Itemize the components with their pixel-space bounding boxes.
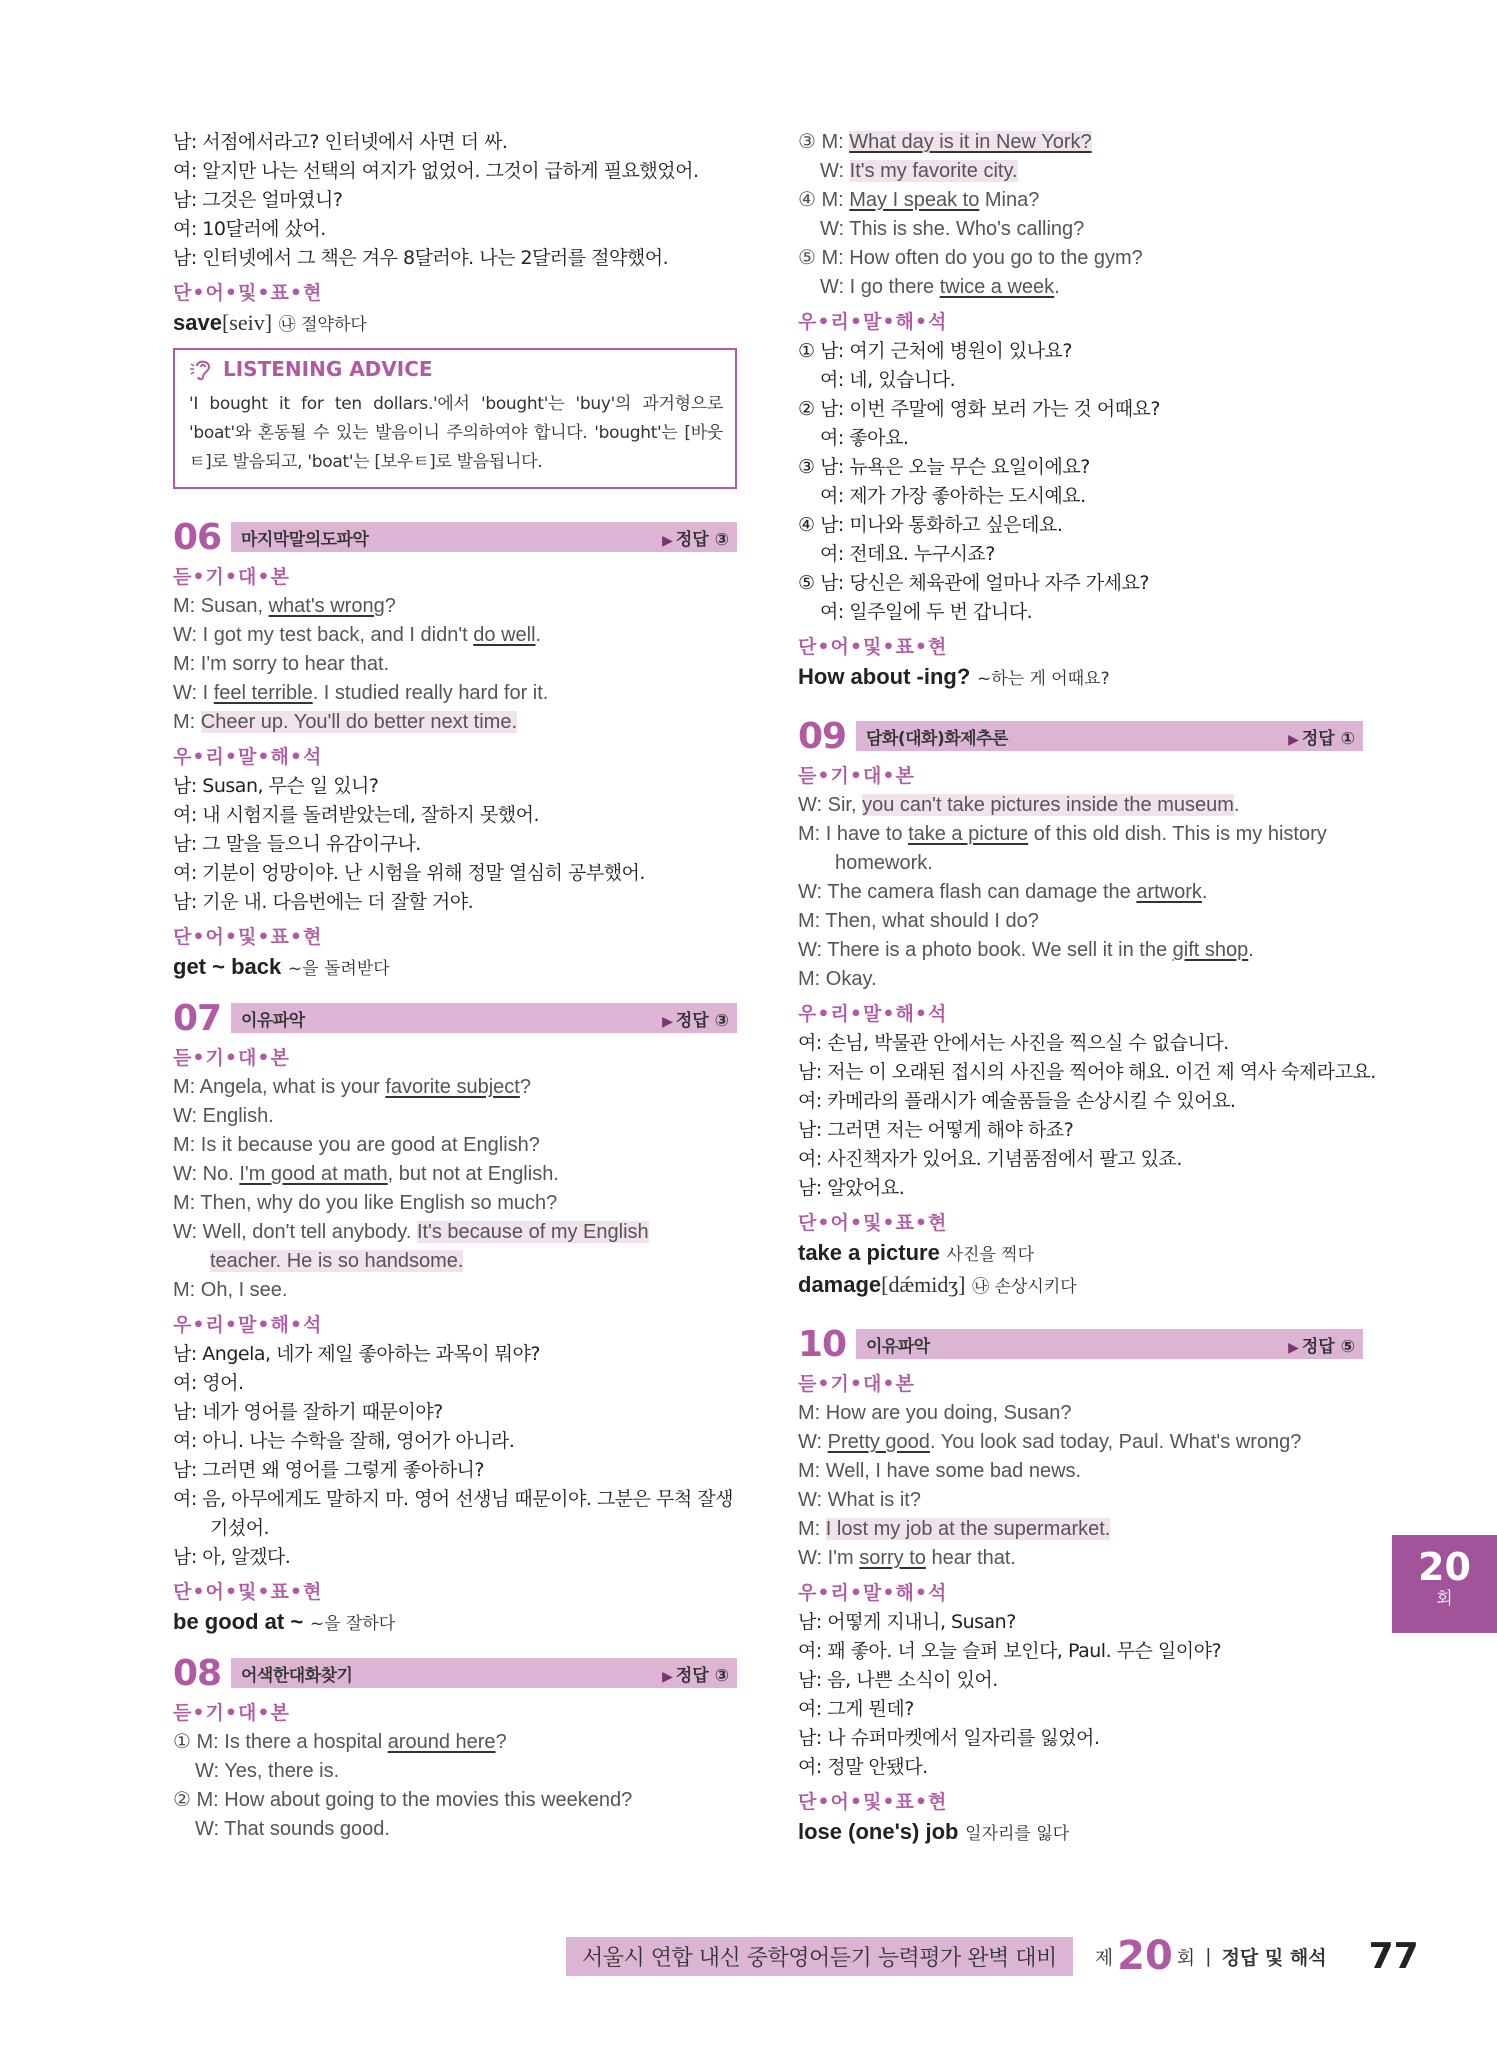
footer-hoe: 회 [1176, 1946, 1196, 1969]
highlighted-phrase: What day is it in New York? [849, 131, 1092, 153]
question-type: 어색한대화찾기 [241, 1665, 353, 1686]
script-text: M: [173, 711, 201, 733]
question-number: 09 [798, 715, 847, 757]
vocab-entry [798, 1270, 1363, 1302]
script-text: ③ M: [798, 131, 850, 153]
script-line [798, 1428, 1363, 1457]
triangle-icon: ▶ [1288, 731, 1299, 748]
script-label: 듣•기•대•본 [173, 566, 290, 588]
answer-text: 정답 ③ [675, 1665, 729, 1686]
script-line [173, 592, 737, 621]
trans-line: 여: 정말 안됐다. [798, 1756, 928, 1778]
answer-badge [662, 525, 729, 550]
script-line [798, 186, 1363, 215]
script-text: hear that. [925, 1547, 1016, 1569]
underlined-phrase: take a picture [908, 823, 1029, 845]
script-label: 듣•기•대•본 [798, 765, 915, 787]
trans-line: 남: Angela, 네가 제일 좋아하는 과목이 뭐야? [173, 1343, 540, 1365]
trans-line: 여: 알지만 나는 선택의 여지가 없었어. 그것이 급하게 필요했었어. [173, 160, 699, 182]
script-text: W: [798, 1431, 828, 1453]
trans-line: 여: 음, 아무에게도 말하지 마. 영어 선생님 때문이야. 그분은 무척 잘생 [173, 1488, 733, 1510]
script-text: ① M: Is there a hospital [173, 1731, 388, 1753]
question-number: 10 [798, 1323, 847, 1365]
triangle-icon: ▶ [662, 1013, 673, 1030]
trans-line: 여: 꽤 좋아. 너 오늘 슬퍼 보인다, Paul. 무슨 일이야? [798, 1640, 1222, 1662]
advice-title [189, 356, 723, 382]
script-line [173, 1728, 737, 1757]
script-text: ④ M: [798, 189, 850, 211]
question-header-09 [798, 716, 1363, 756]
question-header-08 [173, 1653, 737, 1693]
script-text: of this old dish. This is my history [1028, 823, 1327, 845]
script-text: M: Angela, what is your [173, 1076, 386, 1098]
footer-section: 정답 및 해석 [1221, 1946, 1327, 1969]
trans-line: 여: 영어. [173, 1372, 244, 1394]
vocab-meaning: ㉯ 손상시키다 [972, 1277, 1077, 1297]
script-text: . [1233, 794, 1240, 816]
answer-text: 정답 ③ [675, 529, 729, 550]
translation-label: 우•리•말•해•석 [798, 1003, 948, 1025]
trans-line: 여: 기분이 엉망이야. 난 시험을 위해 정말 열심히 공부했어. [173, 862, 645, 884]
script-text: W: I [173, 682, 214, 704]
trans-line: 남: 아, 알겠다. [173, 1546, 291, 1568]
trans-line: 남: 음, 나쁜 소식이 있어. [798, 1669, 998, 1691]
script-text: . [1201, 881, 1208, 903]
script-text: ? [495, 1731, 507, 1753]
script-text: Mina? [979, 189, 1040, 211]
script-line [798, 1544, 1363, 1573]
script-line: M: Is it because you are good at English? [173, 1134, 540, 1156]
left-column [173, 128, 737, 1844]
trans-line: 남: Susan, 무슨 일 있니? [173, 775, 379, 797]
script-line: M: Then, why do you like English so much? [173, 1192, 558, 1214]
script-line: ② M: How about going to the movies this weekend? [173, 1789, 633, 1811]
vocab-word: get ~ back [173, 954, 282, 979]
vocab-label: 단•어•및•표•현 [798, 1212, 948, 1234]
script-text: M: I have to [798, 823, 909, 845]
script-line [173, 621, 737, 650]
trans-line: 여: 사진책자가 있어요. 기념품점에서 팔고 있죠. [798, 1148, 1182, 1170]
trans-line: ③ 남: 뉴욕은 오늘 무슨 요일이에요? [798, 456, 1090, 478]
underlined-phrase: what's wrong [268, 595, 385, 617]
underlined-phrase: feel terrible [213, 682, 313, 704]
vocab-meaning: ~을 잘하다 [309, 1614, 396, 1634]
vocab-entry [173, 952, 737, 984]
question-header-07 [173, 998, 737, 1038]
highlighted-phrase: teacher. He is so handsome. [210, 1250, 464, 1272]
script-text: . I studied really hard for it. [312, 682, 549, 704]
script-line: ⑤ M: How often do you go to the gym? [798, 247, 1143, 269]
trans-line: 여: 그게 뭔데? [798, 1698, 914, 1720]
underlined-phrase: favorite subject [385, 1076, 520, 1098]
highlighted-phrase: It's because of my English [416, 1221, 649, 1243]
footer-separator: | [1205, 1945, 1212, 1967]
question-bar [856, 721, 1363, 751]
script-line [798, 878, 1363, 907]
underlined-phrase: around here [387, 1731, 496, 1753]
answer-badge [662, 1006, 729, 1031]
question-number: 08 [173, 1652, 222, 1694]
highlighted-phrase: you can't take pictures inside the museum [862, 794, 1234, 816]
trans-line: ⑤ 남: 당신은 체육관에 얼마나 자주 가세요? [798, 572, 1149, 594]
script-line: W: This is she. Who's calling? [820, 218, 1085, 240]
script-line: W: What is it? [798, 1489, 921, 1511]
question-bar [856, 1329, 1363, 1359]
highlighted-phrase: It's my favorite city. [849, 160, 1018, 182]
translation-label: 우•리•말•해•석 [173, 746, 323, 768]
vocab-meaning: 사진을 찍다 [946, 1245, 1035, 1265]
advice-title-text: LISTENING ADVICE [223, 357, 433, 381]
script-text: W: I go there [820, 276, 940, 298]
script-label: 듣•기•대•본 [173, 1702, 290, 1724]
trans-line: ④ 남: 미나와 통화하고 싶은데요. [798, 514, 1063, 536]
answer-badge [1288, 724, 1355, 749]
vocab-entry [173, 308, 737, 340]
script-line: homework. [835, 852, 933, 874]
trans-line: 남: 나 슈퍼마켓에서 일자리를 잃었어. [798, 1727, 1100, 1749]
answer-text: 정답 ③ [675, 1010, 729, 1031]
vocab-label: 단•어•및•표•현 [173, 282, 323, 304]
script-line [798, 128, 1363, 157]
script-line [173, 1160, 737, 1189]
trans-line: 남: 저는 이 오래된 접시의 사진을 찍어야 해요. 이건 제 역사 숙제라고요. [798, 1061, 1376, 1083]
underlined-phrase: do well [473, 624, 536, 646]
answer-text: 정답 ⑤ [1301, 1336, 1355, 1357]
right-column [798, 128, 1376, 1849]
script-line: M: Then, what should I do? [798, 910, 1039, 932]
script-line [798, 273, 1363, 302]
vocab-entry [173, 1607, 737, 1639]
script-text: W: There is a photo book. We sell it in the [798, 939, 1173, 961]
script-line [173, 679, 737, 708]
vocab-word: How about -ing? [798, 664, 971, 689]
question-number: 06 [173, 516, 222, 558]
question-type: 마지막말의도파악 [241, 529, 369, 550]
side-tab-number: 20 [1418, 1545, 1471, 1589]
question-type: 담화(대화)화제추론 [866, 728, 1008, 749]
script-text: W: The camera flash can damage the [798, 881, 1137, 903]
trans-line: 여: 제가 가장 좋아하는 도시예요. [820, 485, 1086, 507]
footer-test-number: 20 [1117, 1933, 1173, 1979]
triangle-icon: ▶ [1288, 1339, 1299, 1356]
question-type: 이유파악 [241, 1010, 305, 1031]
translation-label: 우•리•말•해•석 [173, 1314, 323, 1336]
triangle-icon: ▶ [662, 532, 673, 549]
vocab-entry [798, 1817, 1363, 1849]
footer-je: 제 [1094, 1946, 1114, 1969]
script-line [798, 157, 1363, 186]
script-line [798, 820, 1363, 849]
script-text: W: No. [173, 1163, 240, 1185]
page-number: 77 [1368, 1935, 1419, 1977]
script-line: M: I'm sorry to hear that. [173, 653, 390, 675]
script-text: W: Well, don't tell anybody. [173, 1221, 417, 1243]
chapter-side-tab [1392, 1535, 1497, 1633]
series-title: 서울시 연합 내신 중학영어듣기 능력평가 완벽 대비 [566, 1937, 1073, 1976]
script-text: M: Susan, [173, 595, 269, 617]
script-text: W: [820, 160, 850, 182]
script-line [173, 1073, 737, 1102]
trans-line: 여: 좋아요. [820, 427, 909, 449]
script-text: . You look sad today, Paul. What's wrong? [929, 1431, 1302, 1453]
trans-line: 여: 전데요. 누구시죠? [820, 543, 995, 565]
question-bar [231, 1003, 737, 1033]
side-tab-unit: 회 [1436, 1589, 1453, 1609]
script-text: W: Sir, [798, 794, 863, 816]
script-text: . [1054, 276, 1060, 298]
trans-line: 남: 알았어요. [798, 1177, 905, 1199]
script-line [173, 708, 737, 737]
vocab-phonetic: [seiv] [221, 310, 273, 335]
page-footer [566, 1930, 1419, 1982]
question-bar [231, 1658, 737, 1688]
vocab-meaning: ~을 돌려받다 [287, 959, 390, 979]
trans-line: 남: 기운 내. 다음번에는 더 잘할 거야. [173, 891, 474, 913]
trans-line: 남: 그러면 왜 영어를 그렇게 좋아하니? [173, 1459, 484, 1481]
script-text: ? [519, 1076, 531, 1098]
question-number: 07 [173, 997, 222, 1039]
trans-line: 남: 어떻게 지내니, Susan? [798, 1611, 1016, 1633]
underlined-phrase: I'm good at math [239, 1163, 388, 1185]
answer-badge [662, 1661, 729, 1686]
trans-line: 여: 10달러에 샀어. [173, 218, 326, 240]
trans-line: 남: 그러면 저는 어떻게 해야 하죠? [798, 1119, 1074, 1141]
trans-line: 남: 그것은 얼마였니? [173, 189, 343, 211]
vocab-label: 단•어•및•표•현 [173, 926, 323, 948]
underlined-phrase: May I speak to [849, 189, 980, 211]
script-text: ? [384, 595, 396, 617]
trans-line: 여: 일주일에 두 번 갑니다. [820, 601, 1033, 623]
script-line [798, 936, 1363, 965]
script-line: W: English. [173, 1105, 274, 1127]
underlined-phrase: sorry to [859, 1547, 926, 1569]
vocab-entry [798, 1238, 1363, 1270]
script-line [173, 1218, 737, 1247]
highlighted-phrase: Cheer up. You'll do better next time. [200, 711, 518, 733]
script-line: M: Oh, I see. [173, 1279, 288, 1301]
vocab-phonetic: [dǽmidʒ] [881, 1272, 966, 1297]
vocab-word: lose (one's) job [798, 1819, 959, 1844]
question-header-10 [798, 1324, 1363, 1364]
trans-line: 여: 아니. 나는 수학을 잘해, 영어가 아니라. [173, 1430, 515, 1452]
vocab-meaning: ㉯ 절약하다 [278, 315, 367, 335]
listening-advice-box [173, 348, 737, 489]
question-type: 이유파악 [866, 1336, 930, 1357]
script-line: M: Okay. [798, 968, 877, 990]
ear-icon [189, 356, 215, 382]
vocab-word: damage [798, 1272, 882, 1297]
trans-line: 남: 인터넷에서 그 책은 겨우 8달러야. 나는 2달러를 절약했어. [173, 247, 669, 269]
script-text: . [535, 624, 542, 646]
highlighted-phrase: I lost my job at the supermarket. [825, 1518, 1111, 1540]
vocab-label: 단•어•및•표•현 [173, 1581, 323, 1603]
vocab-word: take a picture [798, 1240, 940, 1265]
underlined-phrase: Pretty good [827, 1431, 930, 1453]
underlined-phrase: gift shop [1172, 939, 1249, 961]
question-header-06 [173, 517, 737, 557]
vocab-word: save [173, 310, 222, 335]
trans-line: 남: 네가 영어를 잘하기 때문이야? [173, 1401, 443, 1423]
answer-badge [1288, 1332, 1355, 1357]
script-line: M: Well, I have some bad news. [798, 1460, 1082, 1482]
script-line [798, 1515, 1363, 1544]
vocab-entry [798, 662, 1363, 694]
underlined-phrase: artwork [1136, 881, 1202, 903]
script-text: W: I got my test back, and I didn't [173, 624, 474, 646]
vocab-word: be good at ~ [173, 1609, 304, 1634]
trans-line: ① 남: 여기 근처에 병원이 있나요? [798, 340, 1072, 362]
script-label: 듣•기•대•본 [173, 1047, 290, 1069]
question-bar [231, 522, 737, 552]
script-line: W: Yes, there is. [195, 1760, 340, 1782]
trans-line: 여: 손님, 박물관 안에서는 사진을 찍으실 수 없습니다. [798, 1032, 1229, 1054]
script-line: W: That sounds good. [195, 1818, 390, 1840]
trans-line: ② 남: 이번 주말에 영화 보러 가는 것 어때요? [798, 398, 1161, 420]
trans-line: 여: 네, 있습니다. [820, 369, 956, 391]
triangle-icon: ▶ [662, 1668, 673, 1685]
script-label: 듣•기•대•본 [798, 1373, 915, 1395]
script-text: . [1248, 939, 1254, 961]
trans-line: 남: 그 말을 들으니 유감이구나. [173, 833, 421, 855]
vocab-meaning: ~하는 게 어때요? [976, 669, 1110, 689]
trans-line: 남: 서점에서라고? 인터넷에서 사면 더 싸. [173, 131, 508, 153]
intro-translation [173, 128, 737, 273]
script-text: W: I'm [798, 1547, 860, 1569]
script-line: M: How are you doing, Susan? [798, 1402, 1072, 1424]
underlined-phrase: twice a week [939, 276, 1055, 298]
answer-text: 정답 ① [1301, 728, 1355, 749]
script-text: M: [798, 1518, 826, 1540]
translation-label: 우•리•말•해•석 [798, 1582, 948, 1604]
advice-body: 'I bought it for ten dollars.'에서 'bought'는 'buy'의 과거형으로 'boat'와 혼동될 수 있는 발음이니 주의하여야 합니다. 'bought'는 [바웃ㅌ]로 발음되고, 'boat'는 [보우ㅌ]로 발음됩니다. [189, 394, 723, 472]
trans-line: 여: 카메라의 플래시가 예술품들을 손상시킬 수 있어요. [798, 1090, 1236, 1112]
translation-label: 우•리•말•해•석 [798, 311, 948, 333]
trans-line: 여: 내 시험지를 돌려받았는데, 잘하지 못했어. [173, 804, 540, 826]
script-line [798, 791, 1363, 820]
script-line [173, 1247, 737, 1276]
script-text: , but not at English. [387, 1163, 559, 1185]
vocab-meaning: 일자리를 잃다 [965, 1824, 1070, 1844]
vocab-label: 단•어•및•표•현 [798, 1791, 948, 1813]
vocab-label: 단•어•및•표•현 [798, 636, 948, 658]
trans-line: 기셨어. [210, 1517, 270, 1539]
